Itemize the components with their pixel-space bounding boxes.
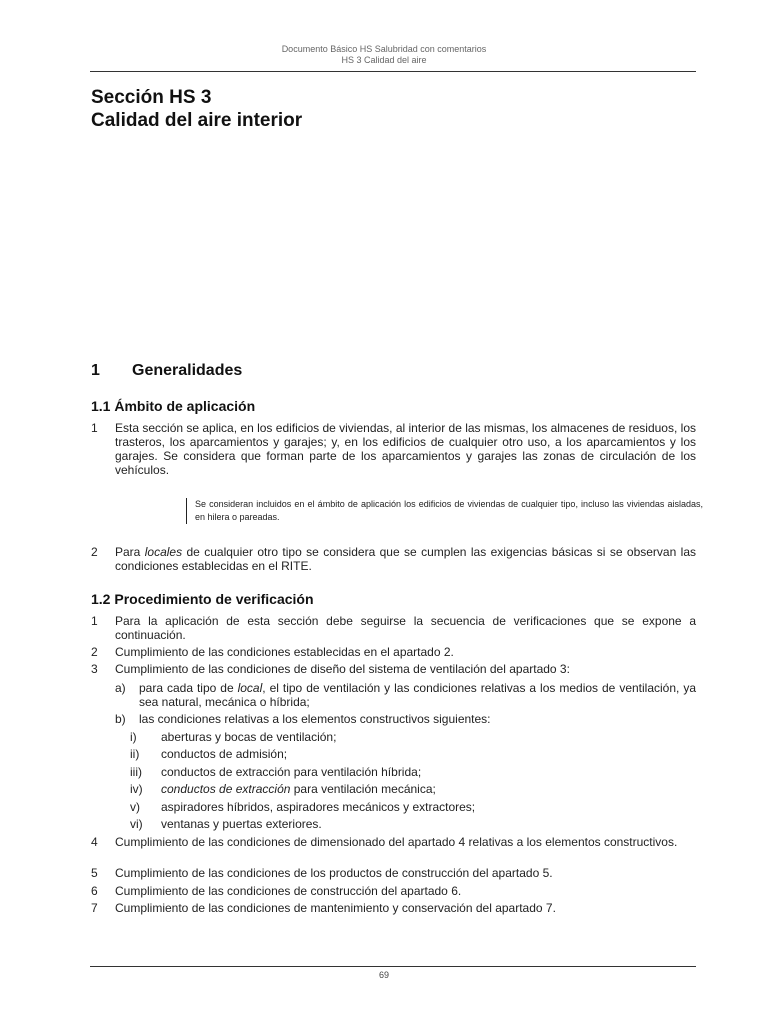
italic-term: conductos de extracción	[161, 782, 291, 796]
roman-text: aspiradores híbridos, aspiradores mecánicos y extractores;	[161, 800, 476, 814]
roman-text: aberturas y bocas de ventilación;	[161, 730, 337, 744]
roman-item	[130, 782, 670, 796]
section-title-line2: Calidad del aire interior	[91, 110, 303, 131]
list-item	[91, 884, 696, 898]
heading-generalidades	[91, 362, 242, 380]
roman-label: i)	[130, 730, 137, 744]
item-text: Cumplimiento de las condiciones de mantenimiento y conservación del apartado 7.	[115, 901, 556, 915]
heading-number: 1	[91, 362, 100, 379]
item-text: Cumplimiento de las condiciones de los productos de construcción del apartado 5.	[115, 866, 553, 880]
list-item	[91, 866, 696, 880]
roman-item	[130, 747, 670, 761]
sub-item-label: b)	[115, 712, 126, 726]
text-run: para ventilación mecánica;	[290, 782, 436, 796]
item-number: 4	[91, 835, 98, 849]
paragraph-1-1-1	[91, 421, 696, 477]
item-text: Cumplimiento de las condiciones de dimensionado del apartado 4 relativas a los elementos constructivos.	[115, 835, 678, 849]
list-item	[91, 614, 696, 642]
text-run: Para	[115, 545, 145, 559]
sub-item-text	[139, 681, 696, 709]
sub-item-text: las condiciones relativas a los elementos constructivos siguientes:	[139, 712, 491, 726]
roman-label: iv)	[130, 782, 143, 796]
heading-procedimiento: 1.2 Procedimiento de verificación	[91, 591, 314, 607]
item-number: 5	[91, 866, 98, 880]
roman-text: conductos de extracción para ventilación híbrida;	[161, 765, 422, 779]
list-item	[91, 662, 696, 676]
sub-item-b	[115, 712, 696, 726]
sub-item-a	[115, 681, 696, 709]
item-number: 2	[91, 645, 98, 659]
section-title	[91, 86, 302, 132]
footer-rule	[90, 966, 696, 967]
roman-label: ii)	[130, 747, 140, 761]
list-item	[91, 901, 696, 915]
item-number: 6	[91, 884, 98, 898]
roman-item	[130, 765, 670, 779]
roman-label: v)	[130, 800, 140, 814]
item-text: Cumplimiento de las condiciones establecidas en el apartado 2.	[115, 645, 454, 659]
header-section-title: HS 3 Calidad del aire	[341, 55, 427, 65]
running-header	[0, 44, 768, 66]
roman-item	[130, 730, 670, 744]
heading-text: Generalidades	[132, 362, 243, 379]
roman-item	[130, 800, 670, 814]
paragraph-number: 2	[91, 545, 98, 559]
header-rule	[90, 71, 696, 72]
heading-ambito: 1.1 Ámbito de aplicación	[91, 398, 256, 414]
item-number: 1	[91, 614, 98, 628]
roman-text: conductos de admisión;	[161, 747, 288, 761]
header-document-title: Documento Básico HS Salubridad con comentarios	[281, 44, 487, 54]
item-text: Para la aplicación de esta sección debe seguirse la secuencia de verificaciones que se expone a continuación.	[115, 614, 696, 642]
sub-item-label: a)	[115, 681, 126, 695]
page-number: 69	[378, 970, 389, 980]
item-text: Cumplimiento de las condiciones de construcción del apartado 6.	[115, 884, 462, 898]
item-number: 3	[91, 662, 98, 676]
paragraph-text	[115, 545, 696, 573]
text-run: para cada tipo de	[139, 681, 238, 695]
roman-label: iii)	[130, 765, 142, 779]
paragraph-number: 1	[91, 421, 98, 435]
italic-term: locales	[144, 545, 183, 559]
roman-text	[161, 782, 670, 796]
comment-box: Se consideran incluidos en el ámbito de aplicación los edificios de viviendas de cualquier tipo, incluso las viviendas aisladas, en hilera o pareadas.	[186, 498, 703, 524]
item-number: 7	[91, 901, 98, 915]
text-run: de cualquier otro tipo se considera que se cumplen las exigencias básicas si se observan las condiciones establecidas en el RITE.	[115, 545, 696, 573]
list-item	[91, 645, 696, 659]
item-text: Cumplimiento de las condiciones de diseño del sistema de ventilación del apartado 3:	[115, 662, 570, 676]
paragraph-1-1-2	[91, 545, 696, 573]
italic-term: local	[237, 681, 263, 695]
text-run: , el tipo de ventilación y las condiciones relativas a los medios de ventilación, ya sea natural, mecánica o híbrida;	[139, 681, 696, 709]
list-item	[91, 835, 696, 849]
roman-text: ventanas y puertas exteriores.	[161, 817, 322, 831]
roman-label: vi)	[130, 817, 143, 831]
roman-item	[130, 817, 670, 831]
section-title-line1: Sección HS 3	[91, 87, 212, 108]
paragraph-text: Esta sección se aplica, en los edificios de viviendas, al interior de las mismas, los almacenes de residuos, los trasteros, los aparcamientos y garajes; y, en los edificios de cualquier otro uso, a los aparcamientos y los garajes. Se considera que forman parte de los aparcamientos y garajes las zonas de circulación de los vehículos.	[115, 421, 696, 477]
